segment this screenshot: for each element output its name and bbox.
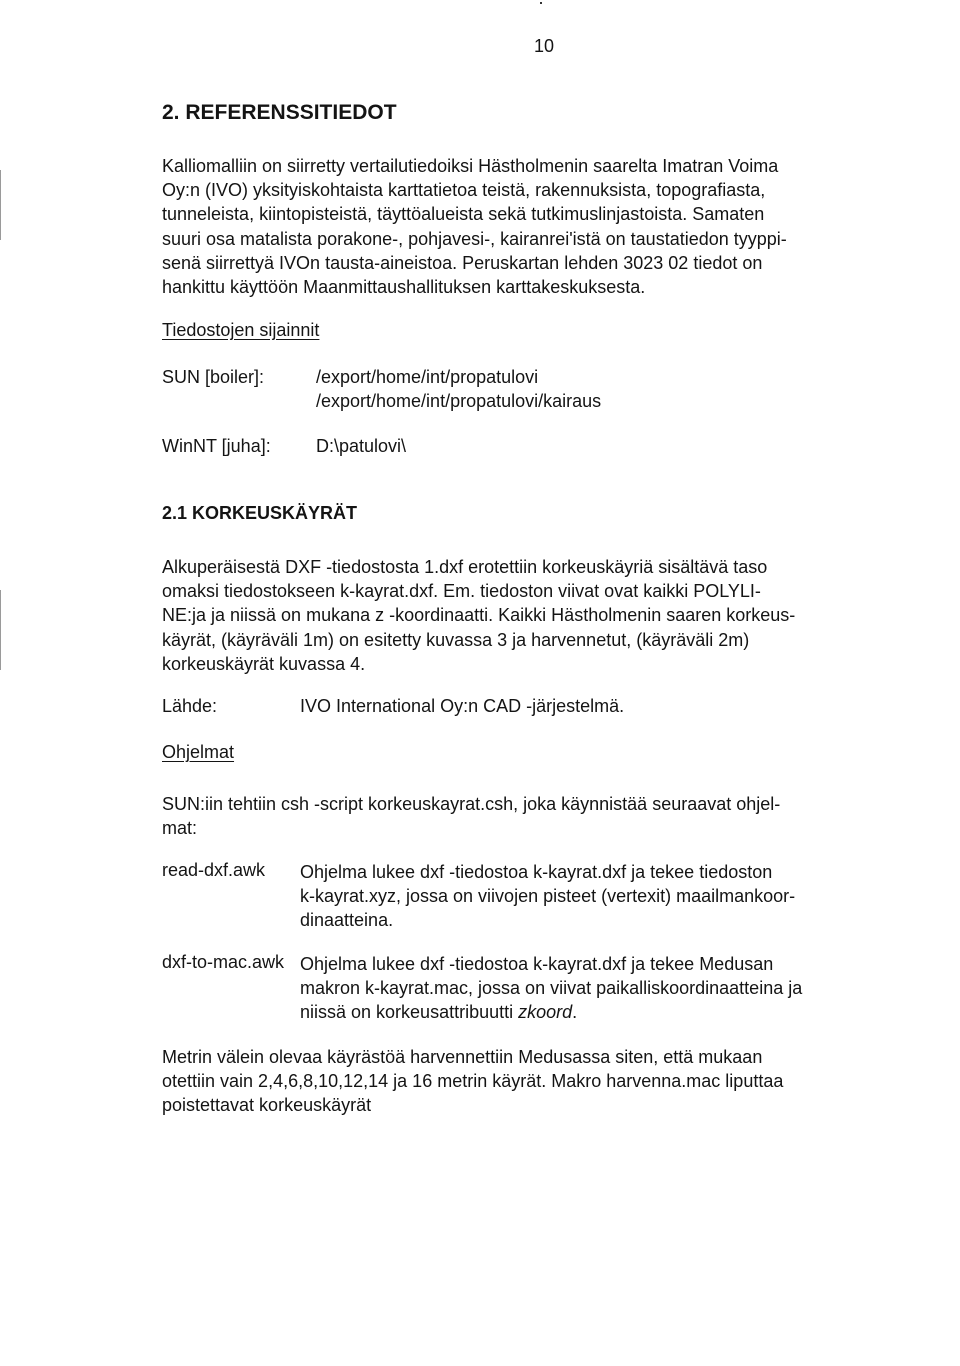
source-label: Lähde: [162,696,218,716]
program-description [300,860,795,933]
closing-paragraph [162,1045,783,1118]
text-line: omaksi tiedostokseen k-kayrat.dxf. Em. tiedoston viivat ovat kaikki POLYLI- [162,581,761,602]
intro-paragraph [162,154,787,299]
text-line: käyrät, (käyräväli 1m) on esitetty kuvassa 3 ja harvennetut, (käyräväli 2m) [162,629,750,650]
scan-edge-line [0,590,1,670]
text-line: tunneleista, kiintopisteistä, täyttöalueista sekä tutkimuslinjastoista. Samaten [162,204,765,225]
programs-intro [162,792,780,840]
text-line: Ohjelma lukee dxf -tiedostoa k-kayrat.dxf ja tekee tiedoston [300,862,773,882]
location-system-label: WinNT [juha]: [162,436,271,456]
text-line: suuri osa matalista porakone-, pohjavesi-, kairanrei'istä on taustatiedon tyyppi- [162,228,787,249]
text-line [300,1000,802,1024]
location-system-label: SUN [boiler]: [162,367,265,387]
subsection-title: 2.1 KORKEUSKÄYRÄT [162,503,358,523]
text-line: k-kayrat.xyz, jossa on viivojen pisteet (vertexit) maailmankoor- [300,886,796,907]
scan-edge-line [0,170,1,240]
program-name: dxf-to-mac.awk [162,952,285,972]
text-line: hankittu käyttöön Maanmittaushallituksen karttakeskuksesta. [162,277,646,298]
text-line: Kalliomalliin on siirretty vertailutiedoiksi Hästholmenin saarelta Imatran Voima [162,156,779,176]
text-line: Metrin välein olevaa käyrästöä harvennettiin Medusassa siten, että mukaan [162,1047,763,1067]
location-path: /export/home/int/propatulovi/kairaus [316,391,602,411]
italic-term: zkoord [518,1002,573,1023]
scan-speck [540,2,542,4]
locations-heading: Tiedostojen sijainnit [162,320,320,340]
source-value: IVO International Oy:n CAD -järjestelmä. [300,696,625,716]
text-line: mat: [162,818,198,839]
location-path: /export/home/int/propatulovi [316,367,539,387]
subsection-paragraph [162,555,795,676]
text-line: korkeuskäyrät kuvassa 4. [162,653,366,674]
text-line: Oy:n (IVO) yksityiskohtaista karttatietoa teistä, rakennuksista, topografiasta, [162,180,766,201]
text-fragment: niissä on korkeusattribuutti [300,1002,519,1023]
text-line: poistettavat korkeuskäyrät [162,1095,372,1116]
text-line: senä siirrettyä IVOn tausta-aineistoa. Peruskartan lehden 3023 02 tiedot on [162,252,763,273]
text-line: SUN:iin tehtiin csh -script korkeuskayrat.csh, joka käynnistää seuraavat ohjel- [162,794,781,814]
text-line: makron k-kayrat.mac, jossa on viivat paikalliskoordinaatteina ja [300,978,803,999]
text-line: dinaatteina. [300,910,394,931]
text-line: Ohjelma lukee dxf -tiedostoa k-kayrat.dxf ja tekee Medusan [300,954,774,974]
text-line: NE:ja ja niissä on mukana z -koordinaatti. Kaikki Hästholmenin saaren korkeus- [162,605,796,626]
location-path: D:\patulovi\ [316,436,407,456]
programs-heading: Ohjelmat [162,742,235,762]
section-title: 2. REFERENSSITIEDOT [162,101,397,124]
text-line: otettiin vain 2,4,6,8,10,12,14 ja 16 metrin käyrät. Makro harvenna.mac liputtaa [162,1071,784,1092]
program-name: read-dxf.awk [162,860,266,880]
program-description [300,952,802,1025]
text-line: Alkuperäisestä DXF -tiedostosta 1.dxf erotettiin korkeuskäyriä sisältävä taso [162,557,768,577]
page-number: 10 [534,36,555,56]
text-fragment: . [572,1002,578,1023]
